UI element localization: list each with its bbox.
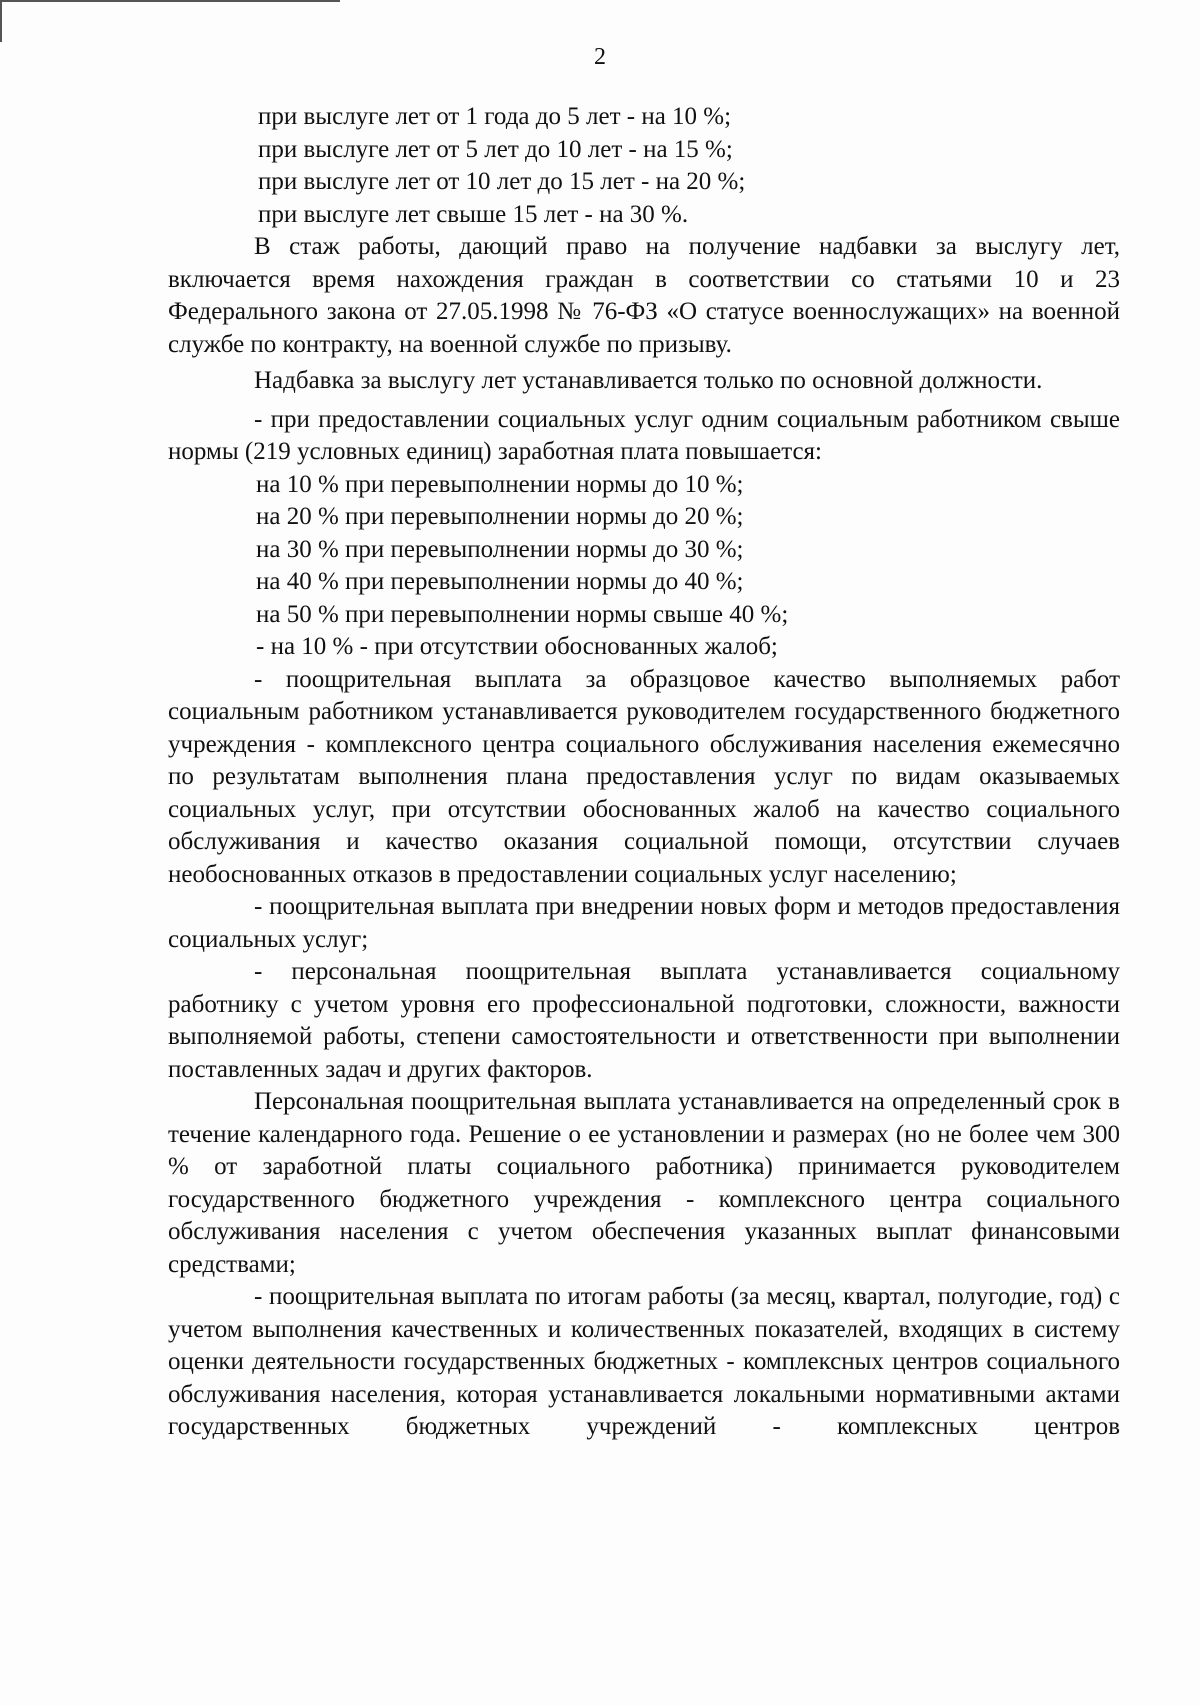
seniority-item-4: при выслуге лет свыше 15 лет - на 30 %. xyxy=(258,200,689,228)
seniority-item-2: при выслуге лет от 5 лет до 10 лет - на 15 %; xyxy=(258,135,733,163)
paragraph-main-position: Надбавка за выслугу лет устанавливается только по основной должности. xyxy=(254,367,1043,394)
norm-item-6: - на 10 % - при отсутствии обоснованных жалоб; xyxy=(256,633,778,660)
norm-item-5: на 50 % при перевыполнении нормы свыше 40 %; xyxy=(256,600,789,628)
document-body xyxy=(168,101,1120,1444)
seniority-item-1: при выслуге лет от 1 года до 5 лет - на 10 %; xyxy=(258,103,732,130)
norm-item-3: на 30 % при перевыполнении нормы до 30 %; xyxy=(256,535,744,563)
paragraph-new-methods: - поощрительная выплата при внедрении новых форм и методов предоставления социальных услуг; xyxy=(168,893,1120,953)
paragraph-norm-excess: - при предоставлении социальных услуг одним социальным работником свыше нормы (219 условных единиц) заработная плата повышается: xyxy=(168,405,1120,465)
paragraph-service-time: В стаж работы, дающий право на получение надбавки за выслугу лет, включается время нахождения граждан в соответствии со статьями 10 и 23 Федерального закона от 27.05.1998 № 76-ФЗ «О статусе военнослужащих» на военной службе по контракту, на военной службе по призыву. xyxy=(168,233,1120,358)
scan-edge-top xyxy=(0,0,340,2)
norm-item-1: на 10 % при перевыполнении нормы до 10 %; xyxy=(256,470,744,498)
scan-edge-left xyxy=(0,0,2,42)
paragraph-results-bonus: - поощрительная выплата по итогам работы (за месяц, квартал, полугодие, год) с учетом выполнения качественных и количественных показателей, входящих в систему оценки деятельности государственных бюджетных - комплексных центров социального обслуживания населения, которая устанавливается локальными нормативными актами государственных бюджетных учреждений - комплексных центров xyxy=(168,1283,1120,1440)
paragraph-quality-bonus: - поощрительная выплата за образцовое качество выполняемых работ социальным работником устанавливается руководителем государственного бюджетного учреждения - комплексного центра социального обслуживания населения ежемесячно по результатам выполнения плана предоставления услуг по видам оказываемых социальных услуг, при отсутствии обоснованных жалоб на качество социального обслуживания и качество оказания социальной помощи, отсутствии случаев необоснованных отказов в предоставлении социальных услуг населению; xyxy=(168,665,1120,888)
norm-item-2: на 20 % при перевыполнении нормы до 20 %; xyxy=(256,503,744,530)
paragraph-personal-bonus: - персональная поощрительная выплата устанавливается социальному работнику с учетом уровня его профессиональной подготовки, сложности, важности выполняемой работы, степени самостоятельности и ответственности при выполнении поставленных задач и других факторов. xyxy=(168,958,1120,1083)
norm-item-4: на 40 % при перевыполнении нормы до 40 %; xyxy=(256,568,744,595)
seniority-item-3: при выслуге лет от 10 лет до 15 лет - на 20 %; xyxy=(258,168,746,195)
page-number: 2 xyxy=(594,44,606,70)
paragraph-personal-term: Персональная поощрительная выплата устанавливается на определенный срок в течение календарного года. Решение о ее установлении и размерах (но не более чем 300 % от заработной платы социального работника) принимается руководителем государственного бюджетного учреждения - комплексного центра социального обслуживания населения с учетом обеспечения указанных выплат финансовыми средствами; xyxy=(168,1088,1120,1278)
